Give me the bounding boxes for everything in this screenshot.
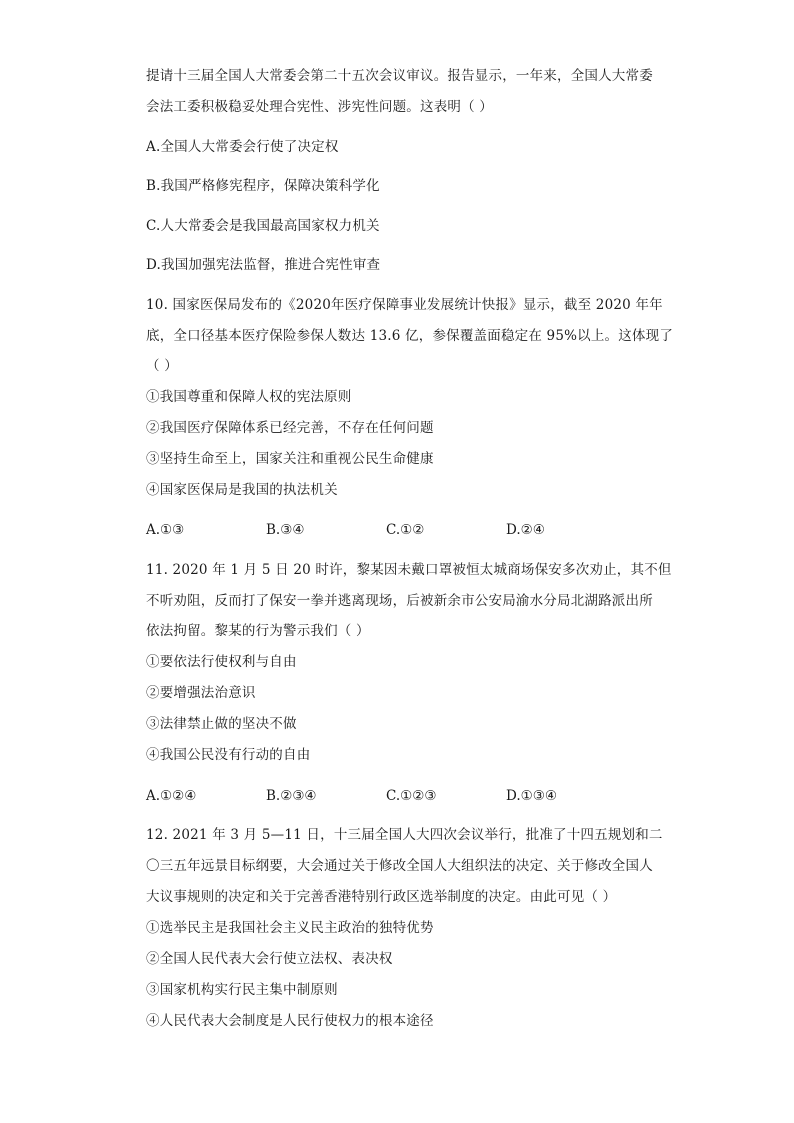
q11-statement-3: ③法律禁止做的坚决不做 (146, 716, 297, 732)
q11-choice-b: B.②③④ (266, 788, 317, 804)
q9-option-b: B.我国严格修宪程序，保障决策科学化 (146, 178, 380, 194)
q12-stem-line-3: 大议事规则的决定和关于完善香港特别行政区选举制度的决定。由此可见（ ） (146, 889, 617, 905)
q9-stem-line-1: 提请十三届全国人大常委会第二十五次会议审议。报告显示，一年来，全国人大常委 (146, 68, 653, 84)
q11-statement-4: ④我国公民没有行动的自由 (146, 747, 311, 763)
q9-stem-line-2: 会法工委积极稳妥处理合宪性、涉宪性问题。这表明（ ） (146, 99, 493, 115)
q10-choice-c: C.①② (386, 522, 425, 538)
q12-statement-2: ②全国人民代表大会行使立法权、表决权 (146, 951, 393, 967)
q11-choice-c: C.①②③ (386, 788, 437, 804)
q12-stem-line-2: 〇三五年远景目标纲要，大会通过关于修改全国人大组织法的决定、关于修改全国人 (146, 858, 653, 874)
q11-stem-line-2: 不听劝阻，反而打了保安一拳并逃离现场，后被新余市公安局渝水分局北湖路派出所 (146, 593, 653, 609)
q10-choice-a: A.①③ (146, 522, 185, 538)
q10-statement-2: ②我国医疗保障体系已经完善，不存在任何问题 (146, 420, 434, 436)
q12-statement-1: ①选举民主是我国社会主义民主政治的独特优势 (146, 920, 434, 936)
q11-choice-d: D.①③④ (506, 788, 557, 804)
q12-statement-4: ④人民代表大会制度是人民行使权力的根本途径 (146, 1013, 434, 1029)
q11-statement-2: ②要增强法治意识 (146, 685, 256, 701)
q9-option-d: D.我国加强宪法监督，推进合宪性审查 (146, 257, 381, 273)
q10-statement-1: ①我国尊重和保障人权的宪法原则 (146, 389, 352, 405)
q12-stem-line-1: 12. 2021 年 3 月 5—11 日，十三届全国人大四次会议举行，批准了十四五规划和二 (146, 827, 663, 843)
q9-option-a: A.全国人大常委会行使了决定权 (146, 139, 339, 155)
q11-choice-a: A.①②④ (146, 788, 197, 804)
q10-statement-4: ④国家医保局是我国的执法机关 (146, 482, 338, 498)
q10-choice-d: D.②④ (506, 522, 545, 538)
q10-stem-line-1: 10. 国家医保局发布的《2020年医疗保障事业发展统计快报》显示，截至 2020 年年 (146, 297, 663, 313)
q9-option-c: C.人大常委会是我国最高国家权力机关 (146, 218, 380, 234)
q10-stem-line-2: 底，全口径基本医疗保险参保人数达 13.6 亿，参保覆盖面稳定在 95%以上。这体现了 (146, 328, 674, 344)
q11-stem-line-1: 11. 2020 年 1 月 5 日 20 时许，黎某因未戴口罩被恒太城商场保安多次劝止，其不但 (146, 562, 672, 578)
q12-statement-3: ③国家机构实行民主集中制原则 (146, 982, 338, 998)
q10-stem-line-3: （ ） (146, 358, 178, 374)
q10-statement-3: ③坚持生命至上，国家关注和重视公民生命健康 (146, 451, 434, 467)
q10-choice-b: B.③④ (266, 522, 305, 538)
q11-stem-line-3: 依法拘留。黎某的行为警示我们（ ） (146, 623, 370, 639)
q11-statement-1: ①要依法行使权利与自由 (146, 654, 297, 670)
